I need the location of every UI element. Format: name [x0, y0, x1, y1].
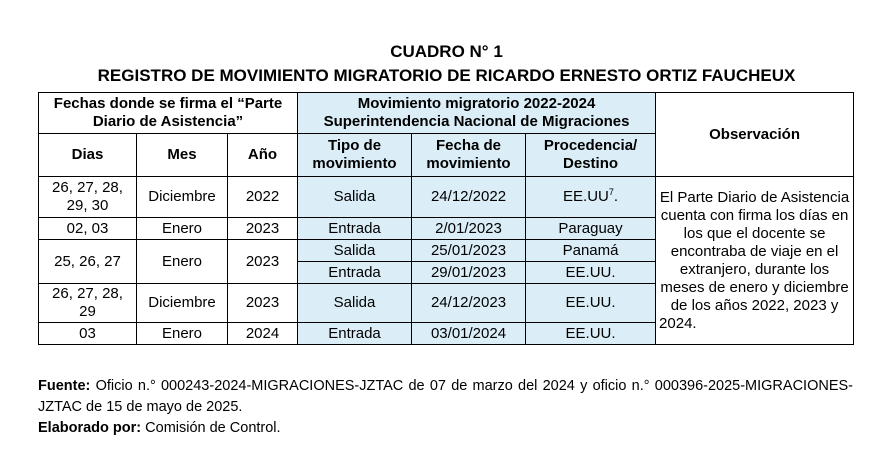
cell-procedencia: EE.UU. — [526, 284, 656, 323]
cell-procedencia — [526, 177, 656, 218]
column-header-procedencia: Procedencia/ Destino — [526, 134, 656, 177]
cell-fecha: 2/01/2023 — [412, 218, 526, 240]
cell-mes: Enero — [137, 323, 228, 345]
cell-fecha: 25/01/2023 — [412, 240, 526, 262]
author-label: Elaborado por: — [38, 420, 142, 436]
cell-procedencia: EE.UU. — [526, 323, 656, 345]
cell-fecha: 29/01/2023 — [412, 262, 526, 284]
cell-tipo: Entrada — [298, 323, 412, 345]
column-header-dias: Dias — [39, 134, 137, 177]
cell-fecha: 24/12/2023 — [412, 284, 526, 323]
table-row — [39, 177, 854, 218]
header-movimiento-migratorio — [298, 93, 656, 134]
author-note — [38, 418, 853, 439]
source-note — [38, 376, 853, 418]
cell-tipo: Entrada — [298, 218, 412, 240]
cell-tipo: Salida — [298, 284, 412, 323]
table-notes — [38, 376, 853, 439]
header-fechas-firma: Fechas donde se firma el “Parte Diario de Asistencia” — [39, 93, 298, 134]
observacion-text: El Parte Diario de Asistencia cuenta con firma los días en los que el docente se encontraba de viaje en el extranjero, durante los meses de enero y diciembre de los años 2022, 2023 y 2024. — [656, 177, 854, 345]
cell-mes: Enero — [137, 218, 228, 240]
cell-mes: Diciembre — [137, 177, 228, 218]
cell-tipo: Entrada — [298, 262, 412, 284]
header-movimiento-line1: Movimiento migratorio 2022-2024 — [357, 95, 596, 112]
cell-anio: 2023 — [228, 218, 298, 240]
cell-procedencia: Panamá — [526, 240, 656, 262]
cell-fecha: 03/01/2024 — [412, 323, 526, 345]
source-label: Fuente: — [38, 378, 91, 394]
cell-dias: 26, 27, 28, 29 — [39, 284, 137, 323]
cell-procedencia: Paraguay — [526, 218, 656, 240]
cell-dias: 02, 03 — [39, 218, 137, 240]
cell-tipo: Salida — [298, 240, 412, 262]
cell-anio: 2022 — [228, 177, 298, 218]
table-number-title: CUADRO N° 1 — [390, 42, 503, 61]
cell-dias: 03 — [39, 323, 137, 345]
source-text: Oficio n.° 000243-2024-MIGRACIONES-JZTAC de 07 de marzo del 2024 y oficio n.° 000396-2025-MIGRACIONES-JZTAC de 15 de mayo de 2025. — [38, 378, 853, 415]
migration-records-table — [38, 92, 854, 345]
cell-anio: 2024 — [228, 323, 298, 345]
procedencia-value: EE.UU — [563, 188, 609, 205]
procedencia-trail: . — [613, 188, 619, 205]
cell-mes: Diciembre — [137, 284, 228, 323]
column-header-fecha: Fecha de movimiento — [412, 134, 526, 177]
column-header-anio: Año — [228, 134, 298, 177]
cell-dias: 25, 26, 27 — [39, 240, 137, 284]
column-header-tipo: Tipo de movimiento — [298, 134, 412, 177]
footnote-marker: 7 — [608, 187, 614, 197]
cell-anio: 2023 — [228, 284, 298, 323]
cell-dias: 26, 27, 28, 29, 30 — [39, 177, 137, 218]
cell-tipo: Salida — [298, 177, 412, 218]
cell-procedencia: EE.UU. — [526, 262, 656, 284]
author-text: Comisión de Control. — [145, 420, 281, 436]
header-movimiento-line2: Superintendencia Nacional de Migraciones — [323, 113, 630, 130]
column-header-mes: Mes — [137, 134, 228, 177]
cell-fecha: 24/12/2022 — [412, 177, 526, 218]
cell-mes: Enero — [137, 240, 228, 284]
header-observacion: Observación — [656, 93, 854, 177]
cell-anio: 2023 — [228, 240, 298, 284]
table-title: REGISTRO DE MOVIMIENTO MIGRATORIO DE RICARDO ERNESTO ORTIZ FAUCHEUX — [97, 66, 796, 85]
